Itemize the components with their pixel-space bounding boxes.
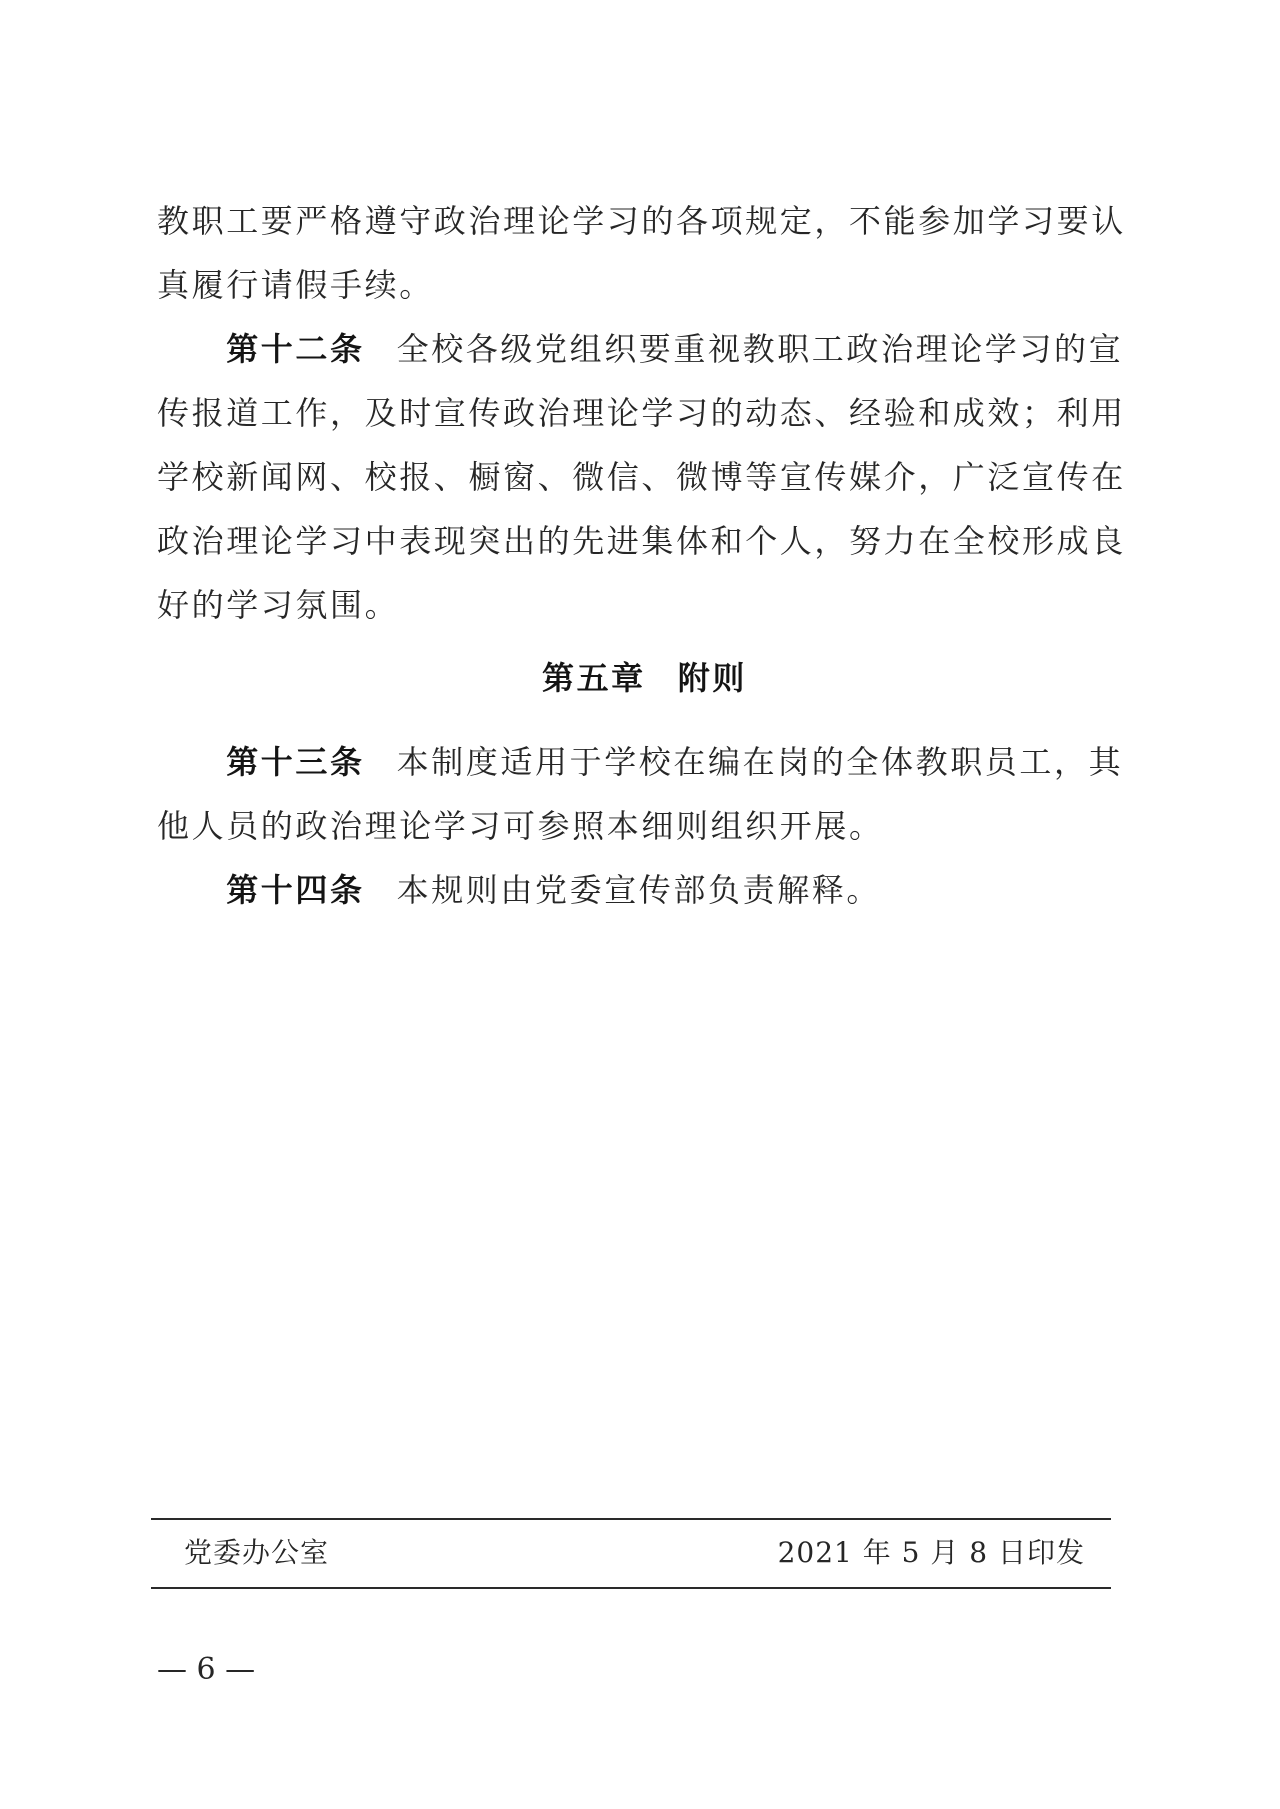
article-text: 全校各级党组织要重视教职工政治理论学习的宣传报道工作，及时宣传政治理论学习的动态、经验和成效；利用学校新闻网、校报、橱窗、微信、微博等宣传媒介，广泛宣传在政治理论学习中表现突出的先进集体和个人，努力在全校形成良好的学习氛围。 xyxy=(157,330,1126,624)
footer-top-rule xyxy=(151,1518,1111,1520)
footer-issuer: 党委办公室 xyxy=(184,1536,330,1569)
article-label: 第十二条 xyxy=(226,330,365,368)
article-14 xyxy=(157,858,1132,922)
footer-colophon xyxy=(151,1533,1111,1573)
article-13 xyxy=(157,730,1132,858)
article-text: 本规则由党委宣传部负责解释。 xyxy=(396,871,881,909)
article-label: 第十四条 xyxy=(226,871,365,909)
paragraph-text: 教职工要严格遵守政治理论学习的各项规定，不能参加学习要认真履行请假手续。 xyxy=(157,202,1126,304)
paragraph-continuation xyxy=(157,189,1132,317)
article-label: 第十三条 xyxy=(226,743,365,781)
chapter-heading xyxy=(157,646,1132,710)
page-number: — 6 — xyxy=(157,1652,256,1687)
chapter-number: 第五章 xyxy=(541,659,646,697)
document-body xyxy=(157,189,1132,922)
footer-bottom-rule xyxy=(151,1587,1111,1589)
article-text: 本制度适用于学校在编在岗的全体教职员工，其他人员的政治理论学习可参照本细则组织开展。 xyxy=(157,743,1124,845)
article-12 xyxy=(157,317,1132,637)
chapter-title: 附则 xyxy=(677,659,747,697)
footer-date: 2021 年 5 月 8 日印发 xyxy=(777,1536,1085,1569)
